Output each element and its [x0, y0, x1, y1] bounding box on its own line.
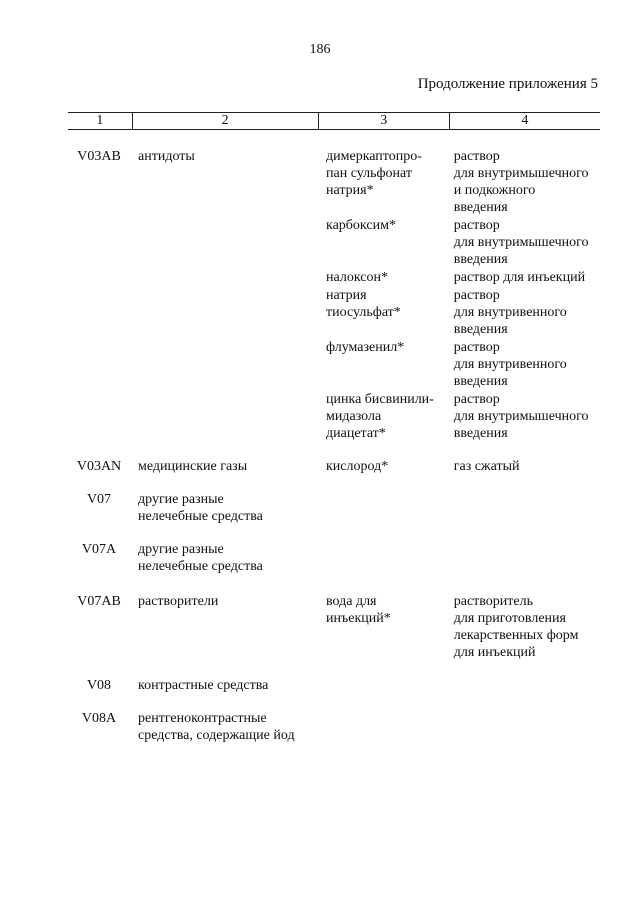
list-item [326, 458, 600, 475]
atc-code: V03AB [77, 149, 121, 164]
item-list [326, 491, 600, 525]
page-number: 186 [309, 42, 331, 57]
table-row [68, 677, 600, 694]
group-name: контрастные средства [138, 678, 269, 693]
list-item [326, 287, 600, 338]
item-list [326, 458, 600, 475]
list-item [326, 593, 600, 661]
dosage-form: раствор для внутримышечного введения [453, 218, 589, 267]
atc-code: V07A [81, 542, 117, 557]
list-item [326, 217, 600, 268]
table-row [68, 541, 600, 575]
atc-code: V03AN [76, 459, 122, 474]
item-list [326, 541, 600, 575]
dosage-form: раствор для внутривенного введения [453, 288, 567, 337]
drug-name: налоксон* [326, 270, 388, 285]
atc-code: V07 [86, 492, 112, 507]
drug-name: вода для инъекций* [326, 594, 391, 626]
dosage-form: растворитель для приготовления лекарственных форм для инъекций [453, 594, 579, 660]
table-row [68, 593, 600, 661]
list-item [326, 339, 600, 390]
table-body [68, 148, 600, 744]
group-name: антидоты [138, 149, 195, 164]
group-name: другие разные нелечебные средства [138, 542, 263, 574]
atc-code: V07AB [77, 594, 121, 609]
group-name: другие разные нелечебные средства [138, 492, 263, 524]
column-header-table [68, 112, 600, 130]
column-header-3: 3 [318, 113, 449, 130]
list-item [326, 148, 600, 216]
table-row [68, 491, 600, 525]
drug-name: цинка бисвинили- мидазола диацетат* [326, 392, 434, 441]
dosage-form: раствор для внутримышечного и подкожного введения [453, 149, 589, 215]
drug-name: натрия тиосульфат* [326, 288, 401, 320]
dosage-form: раствор для инъекций [453, 270, 586, 285]
dosage-form: раствор для внутривенного введения [453, 340, 567, 389]
list-item [326, 269, 600, 286]
continuation-label: Продолжение приложения 5 [417, 76, 598, 92]
drug-name: карбоксим* [326, 218, 396, 233]
table-row [68, 458, 600, 475]
group-name: рентгеноконтрастные средства, содержащие йод [138, 711, 295, 743]
item-list [326, 593, 600, 661]
item-list [326, 148, 600, 442]
group-name: растворители [138, 594, 219, 609]
table-row [68, 148, 600, 442]
atc-code: V08 [86, 678, 112, 693]
table-row [68, 710, 600, 744]
group-name: медицинские газы [138, 459, 248, 474]
drug-name: кислород* [326, 459, 389, 474]
column-header-2: 2 [132, 113, 318, 130]
dosage-form: газ сжатый [453, 459, 520, 474]
dosage-form: раствор для внутримышечного введения [453, 392, 589, 441]
item-list [326, 677, 600, 694]
item-list [326, 710, 600, 744]
drug-name: димеркаптопро- пан сульфонат натрия* [326, 149, 422, 198]
list-item [326, 391, 600, 442]
atc-code: V08A [81, 711, 117, 726]
drug-name: флумазенил* [326, 340, 405, 355]
column-header-4: 4 [449, 113, 600, 130]
column-header-1: 1 [68, 113, 132, 130]
